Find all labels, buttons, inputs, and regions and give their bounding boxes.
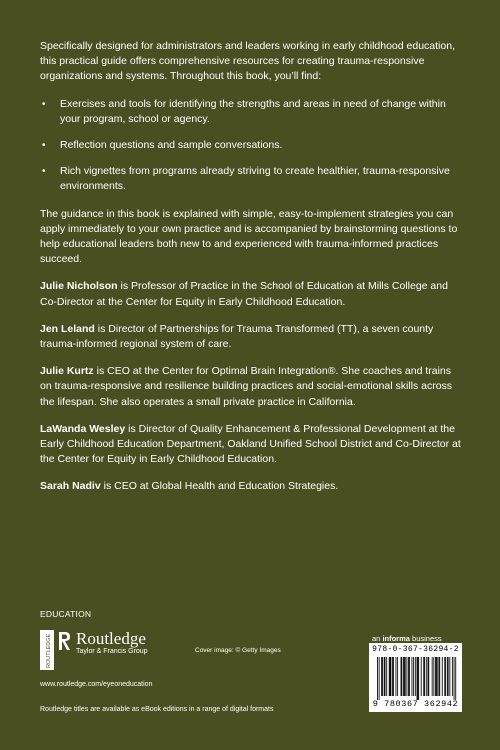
informa-brand: informa: [382, 634, 410, 643]
publisher-name: Routledge: [76, 629, 146, 648]
cover-image-credit: Cover image: © Getty Images: [195, 647, 281, 654]
author-description: is CEO at the Center for Optimal Brain Integration®. She coaches and trains on trauma-responsive and resilience building practices and social-emotional skills across the lifespan. She also operates a small private practice in California.: [40, 365, 453, 408]
author-bio: [40, 422, 465, 468]
author-description: is Professor of Practice in the School of Education at Mills College and Co-Director at the Center for Equity in Early Childhood Education.: [40, 280, 448, 308]
author-bio: [40, 364, 465, 410]
intro-paragraph: Specifically designed for administrators and leaders working in early childhood education, this practical guide offers comprehensive resources for creating trauma-responsive organizations and systems. Throughout this book, you’ll find:: [40, 40, 455, 83]
list-item: • Rich vignettes from programs already striving to create healthier, trauma-responsive environments.: [40, 164, 465, 194]
feature-list: [40, 97, 465, 195]
description-block: [40, 39, 465, 507]
informa-business-tag: an informa business: [372, 634, 442, 643]
ean-digits: 9 780367 362942: [372, 699, 459, 709]
routledge-r-mark-icon: [56, 631, 72, 651]
barcode-icon: [377, 657, 457, 700]
list-item: • Reflection questions and sample conversations.: [40, 138, 465, 153]
list-item: • Exercises and tools for identifying the strengths and areas in need of change within your program, school or agency.: [40, 97, 465, 127]
author-description: is CEO at Global Health and Education Strategies.: [100, 480, 339, 493]
publisher-logo: [40, 630, 148, 670]
author-name: LaWanda Wesley: [40, 422, 126, 435]
publisher-group: Taylor & Francis Group: [76, 648, 148, 655]
svg-text:ROUTLEDGE: ROUTLEDGE: [46, 633, 52, 668]
barcode-panel: [369, 643, 462, 712]
author-description: is Director of Partnerships for Trauma Transformed (TT), a seven county trauma-informed regional system of care.: [40, 322, 434, 351]
publisher-url: www.routledge.com/eyeoneducation: [40, 681, 153, 688]
author-bio: [40, 479, 465, 494]
routledge-logo-icon: [40, 630, 54, 670]
author-name: Julie Kurtz: [40, 365, 94, 378]
author-name: Julie Nicholson: [40, 280, 118, 293]
guidance-paragraph: The guidance in this book is explained with simple, easy-to-implement strategies you can apply immediately to your own practice and is accompanied by brainstorming questions to help educational leaders both new to and experienced with trauma-informed practices succeed.: [40, 207, 458, 266]
author-name: Jen Leland: [40, 322, 95, 335]
author-bio: [40, 279, 465, 309]
isbn-number: 978-0-367-36294-2: [372, 645, 459, 654]
publisher-name-block: [76, 630, 148, 656]
author-bio: [40, 322, 465, 352]
author-description: is Director of Quality Enhancement & Professional Development at the Early Childhood Education Department, Oakland Unified School District and Co-Director at the Center for Equity in Early Childhood Education.: [40, 422, 461, 466]
subject-category: EDUCATION: [40, 609, 92, 619]
ebook-note: Routledge titles are available as eBook editions in a range of digital formats: [40, 706, 274, 713]
author-name: Sarah Nadiv: [40, 480, 101, 493]
